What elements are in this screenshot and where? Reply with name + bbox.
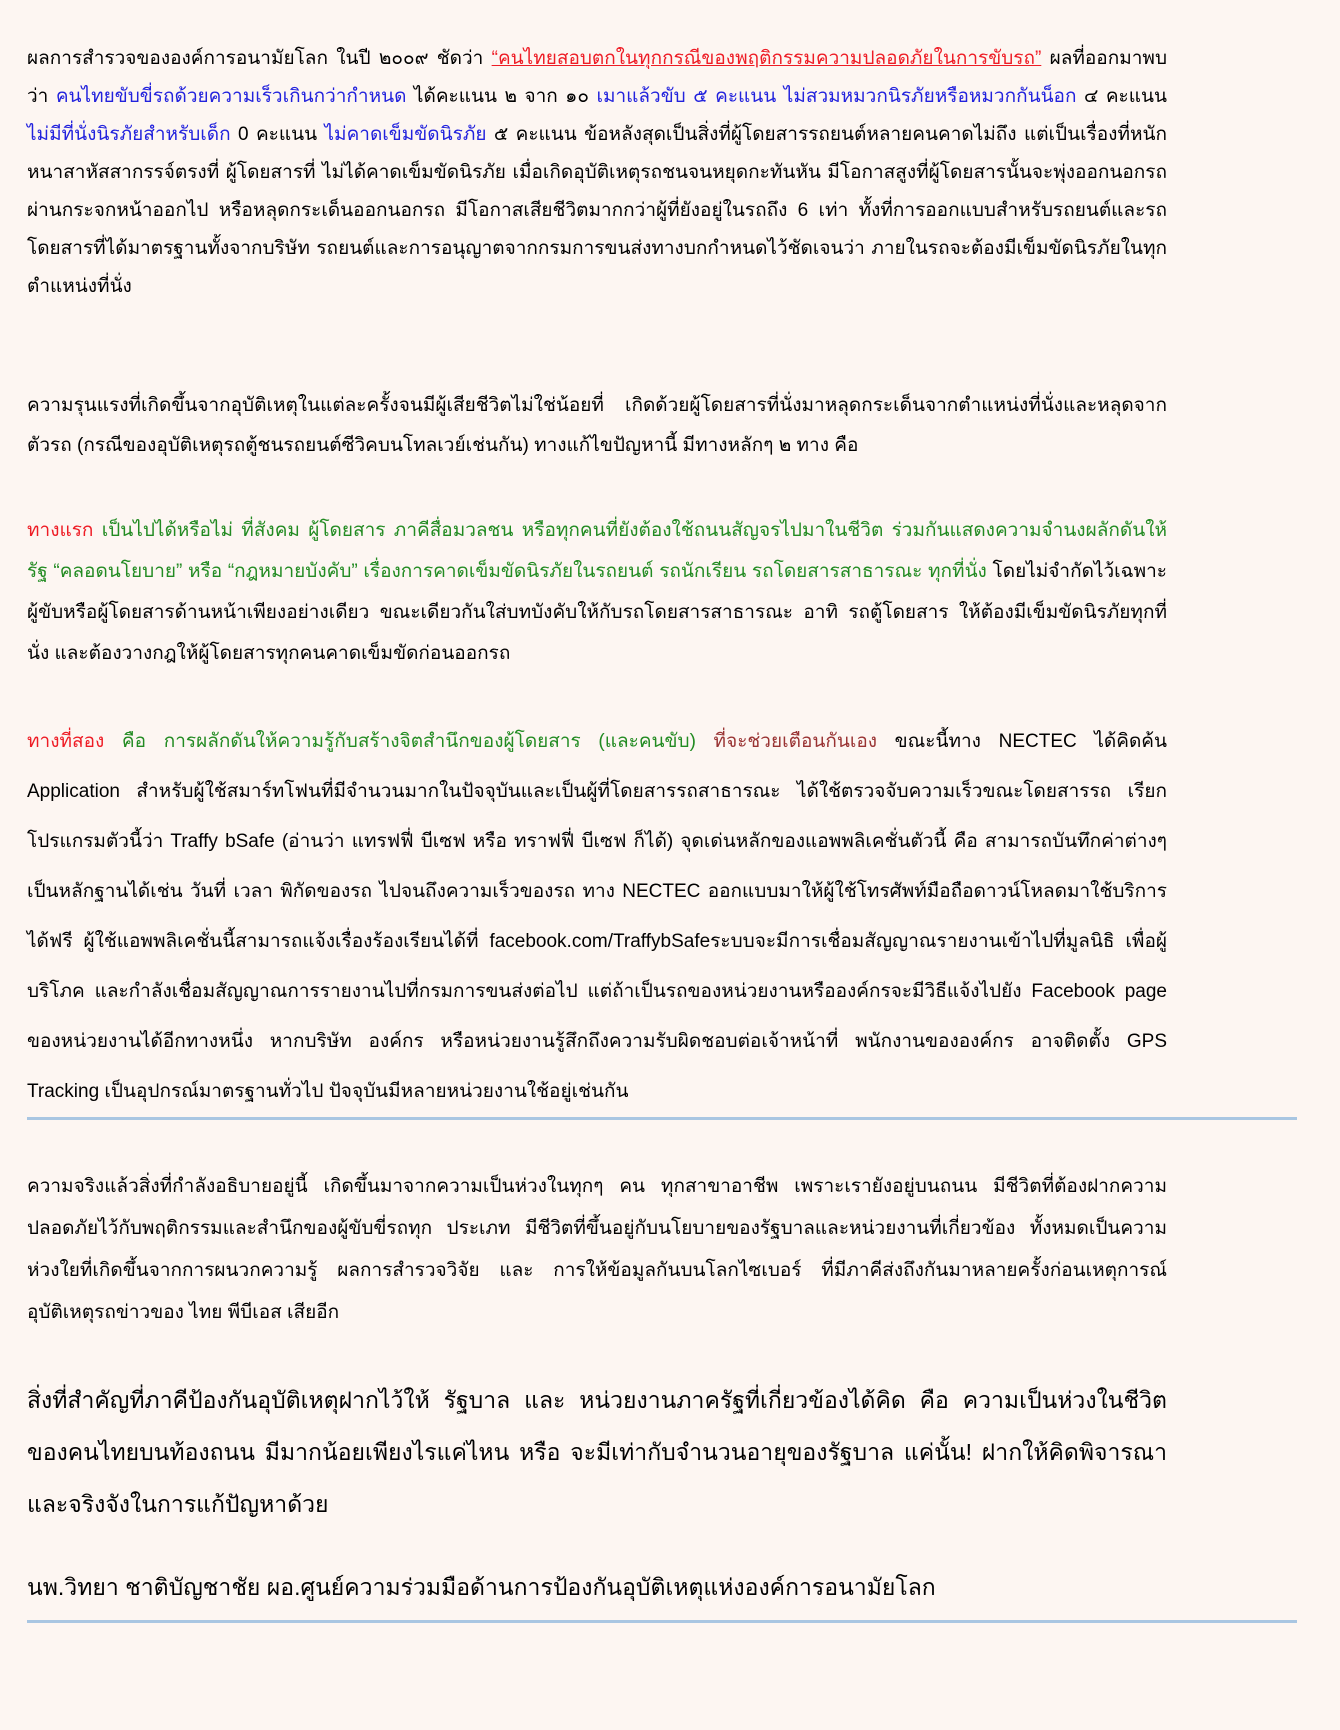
section-divider-bottom	[27, 1620, 1297, 1623]
mutual-warning-highlight: ที่จะช่วยเตือนกันเอง	[695, 731, 878, 752]
paragraph-closing-message	[27, 1374, 1167, 1530]
author-signature-text: นพ.วิทยา ชาติบัญชาชัย ผอ.ศูนย์ความร่วมมือด้านการป้องกันอุบัติเหตุแห่งองค์การอนามัยโลก	[27, 1574, 936, 1600]
drunk-driving-highlight: เมาแล้วขับ ๕ คะแนน	[596, 86, 784, 107]
survey-intro-text: ผลการสำรวจขององค์การอนามัยโลก ในปี ๒๐๐๙ ชัดว่า	[27, 48, 492, 69]
first-solution-detail: โดยไม่จำกัดไว้เฉพาะผู้ขับหรือผู้โดยสารด้านหน้าเพียงอย่างเดียว ขณะเดียวกันใส่บทบังคับให้กับรถโดยสารสาธารณะ อาทิ รถตู้โดยสาร ให้ต้องมีเข็มขัดนิรภัยทุกที่นั่ง และต้องวางกฎให้ผู้โดยสารทุกคนคาดเข็มขัดก่อนออกรถ	[27, 561, 1167, 664]
seatbelt-explanation: ๕ คะแนน ข้อหลังสุดเป็นสิ่งที่ผู้โดยสารรถยนต์หลายคนคาดไม่ถึง แต่เป็นเรื่องที่หนักหนาสาหัสสากรรจ์ตรงที่ ผู้โดยสารที่ ไม่ได้คาดเข็มขัดนิรภัย เมื่อเกิดอุบัติเหตุรถชนจนหยุดกะทันหัน มีโอกาสสูงที่ผู้โดยสารนั้นจะพุ่งออกนอกรถผ่านกระจกหน้าออกไป หรือหลุดกระเด็นออกนอกรถ มีโอกาสเสียชีวิตมากกว่าผู้ที่ยังอยู่ในรถถึง 6 เท่า ทั้งที่การออกแบบสำหรับรถยนต์และรถโดยสารที่ได้มาตรฐานทั้งจากบริษัท รถยนต์และการอนุญาตจากกรมการขนส่งทางบกกำหนดไว้ชัดเจนว่า ภายในรถจะต้องมีเข็มขัดนิรภัยในทุกตำแหน่งที่นั่ง	[27, 124, 1168, 297]
concern-summary-text: ความจริงแล้วสิ่งที่กำลังอธิบายอยู่นี้ เกิดขึ้นมาจากความเป็นห่วงในทุกๆ คน ทุกสาขาอาชีพ เพราะเรายังอยู่บนถนน มีชีวิตที่ต้องฝากความปลอดภัยไว้กับพฤติกรรมและสำนึกของผู้ขับขี่รถทุก ประเภท มีชีวิตที่ขึ้นอยู่กับนโยบายของรัฐบาลและหน่วยงานที่เกี่ยวข้อง ทั้งหมดเป็นความห่วงใยที่เกิดขึ้นจากการผนวกความรู้ ผลการสำรวจวิจัย และ การให้ข้อมูลกันบนโลกไซเบอร์ ที่มีภาคีส่งถึงกันมาหลายครั้งก่อนเหตุการณ์อุบัติเหตุรถข่าวของ ไทย พีบีเอส เสียอีก	[27, 1176, 1167, 1323]
seatbelt-highlight: ไม่คาดเข็มขัดนิรภัย	[324, 124, 487, 145]
closing-message-text: สิ่งที่สำคัญที่ภาคีป้องกันอุบัติเหตุฝากไว้ให้ รัฐบาล และ หน่วยงานภาครัฐที่เกี่ยวข้องได้คิด คือ ความเป็นห่วงในชีวิตของคนไทยบนท้องถนน มีมากน้อยเพียงไรแค่ไหน หรือ จะมีเท่ากับจำนวนอายุของรัฐบาล แค่นั้น! ฝากให้คิดพิจารณาและจริงจังในการแก้ปัญหาด้วย	[27, 1387, 1167, 1517]
first-solution-highlight: เป็นไปได้หรือไม่ ที่สังคม ผู้โดยสาร ภาคีสื่อมวลชน หรือทุกคนที่ยังต้องใช้ถนนสัญจรไปมาในชีวิต ร่วมกันแสดงความจำนงผลักดันให้รัฐ “คลอดนโยบาย” หรือ “กฎหมายบังคับ” เรื่องการคาดเข็มขัดนิรภัยในรถยนต์ รถนักเรียน รถโดยสารสาธารณะ ทุกที่นั่ง	[27, 520, 1167, 582]
helmet-score: ๔ คะแนน	[1076, 86, 1167, 107]
first-solution-label: ทางแรก	[27, 520, 94, 541]
paragraph-author-signature	[27, 1561, 1167, 1613]
accident-severity-text: ความรุนแรงที่เกิดขึ้นจากอุบัติเหตุในแต่ละครั้งจนมีผู้เสียชีวิตไม่ใช่น้อยที่ เกิดด้วยผู้โดยสารที่นั่งมาหลุดกระเด็นจากตำแหน่งที่นั่งและหลุดจากตัวรถ (กรณีของอุบัติเหตุรถตู้ชนรถยนต์ซีวิคบนโทลเวย์เช่นกัน) ทางแก้ไขปัญหานี้ มีทางหลักๆ ๒ ทาง คือ	[27, 395, 1167, 456]
paragraph-concern-summary	[27, 1166, 1167, 1334]
paragraph-first-solution	[27, 510, 1167, 674]
child-seat-score: 0 คะแนน	[230, 124, 325, 145]
speeding-score: ได้คะแนน ๒ จาก ๑๐	[406, 86, 597, 107]
survey-result-lead: ผลที่ออกมาพบว่า	[27, 48, 1167, 107]
child-seat-highlight: ไม่มีที่นั่งนิรภัยสำหรับเด็ก	[27, 124, 231, 145]
second-solution-highlight: คือ การผลักดันให้ความรู้กับสร้างจิตสำนึกของผู้โดยสาร (และคนขับ)	[104, 731, 696, 752]
paragraph-who-survey	[27, 40, 1167, 306]
paragraph-second-solution	[27, 717, 1167, 1117]
paragraph-accident-severity	[27, 386, 1167, 466]
helmet-highlight: ไม่สวมหมวกนิรภัยหรือหมวกกันน็อก	[783, 86, 1077, 107]
survey-verdict-link[interactable]: “คนไทยสอบตกในทุกกรณีของพฤติกรรมความปลอดภัยในการขับรถ”	[491, 48, 1042, 69]
traffy-bsafe-detail: ขณะนี้ทาง NECTEC ได้คิดค้น Application สำหรับผู้ใช้สมาร์ทโฟนที่มีจำนวนมากในปัจจุบันและเป็นผู้ที่โดยสารรถสาธารณะ ได้ใช้ตรวจจับความเร็วขณะโดยสารรถ เรียกโปรแกรมตัวนี้ว่า Traffy bSafe (อ่านว่า แทรฟฟี่ บีเซฟ หรือ ทราฟฟี่ บีเซฟ ก็ได้) จุดเด่นหลักของแอพพลิเคชั่นตัวนี้ คือ สามารถบันทึกค่าต่างๆ เป็นหลักฐานได้เช่น วันที่ เวลา พิกัดของรถ ไปจนถึงความเร็วของรถ ทาง NECTEC ออกแบบมาให้ผู้ใช้โทรศัพท์มือถือดาวน์โหลดมาใช้บริการได้ฟรี ผู้ใช้แอพพลิเคชั่นนี้สามารถแจ้งเรื่องร้องเรียนได้ที่ facebook.com/TraffybSafeระบบจะมีการเชื่อมสัญญาณรายงานเข้าไปที่มูลนิธิ เพื่อผู้บริโภค และกำลังเชื่อมสัญญาณการรายงานไปที่กรมการขนส่งต่อไป แต่ถ้าเป็นรถของหน่วยงานหรือองค์กรจะมีวิธีแจ้งไปยัง Facebook page ของหน่วยงานได้อีกทางหนึ่ง หากบริษัท องค์กร หรือหน่วยงานรู้สึกถึงความรับผิดชอบต่อเจ้าหน้าที่ พนักงานขององค์กร อาจติดตั้ง GPS Tracking เป็นอุปกรณ์มาตรฐานทั่วไป ปัจจุบันมีหลายหน่วยงานใช้อยู่เช่นกัน	[27, 731, 1168, 1102]
section-divider-top	[27, 1117, 1297, 1120]
speeding-highlight: คนไทยขับขี่รถด้วยความเร็วเกินกว่ากำหนด	[55, 86, 407, 107]
second-solution-label: ทางที่สอง	[27, 731, 105, 752]
